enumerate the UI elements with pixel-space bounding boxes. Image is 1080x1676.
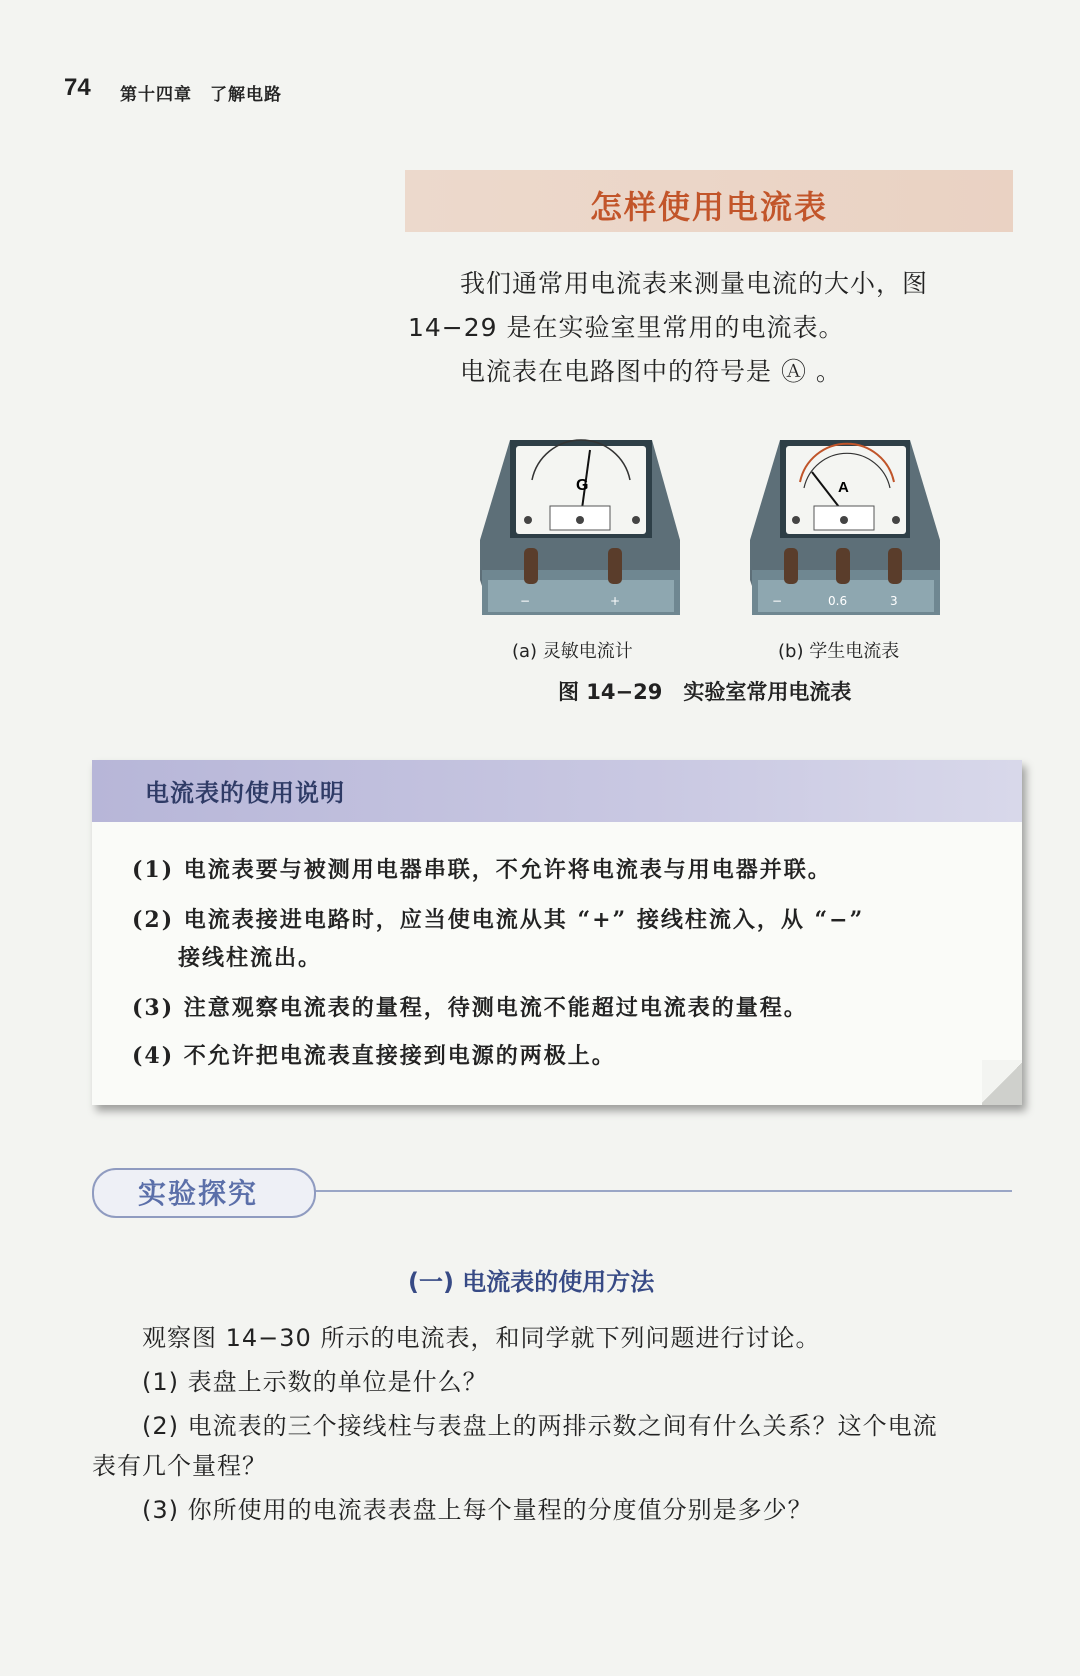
note-item-2-cont: 接线柱流出。 bbox=[178, 945, 323, 971]
galvanometer-illustration bbox=[480, 440, 680, 615]
meter-b-terminal-neg: − bbox=[772, 594, 783, 608]
intro-line-2: 14−29 是在实验室里常用的电流表。 bbox=[408, 313, 845, 342]
explore-line-3: (2) 电流表的三个接线柱与表盘上的两排示数之间有什么关系？这个电流 bbox=[142, 1412, 938, 1440]
intro-line-1: 我们通常用电流表来测量电流的大小，图 bbox=[460, 269, 929, 298]
usage-notes-heading: 电流表的使用说明 bbox=[145, 779, 345, 807]
intro-line-3: 电流表在电路图中的符号是 Ⓐ 。 bbox=[460, 357, 842, 386]
page-curl-decoration bbox=[982, 1060, 1022, 1105]
meter-a-terminal-pos: + bbox=[610, 594, 621, 608]
explore-line-3-cont: 表有几个量程？ bbox=[92, 1452, 267, 1480]
meter-b-terminal-3: 3 bbox=[890, 594, 898, 608]
explore-divider bbox=[312, 1190, 1012, 1192]
note-item-1: (1) 电流表要与被测用电器串联，不允许将电流表与用电器并联。 bbox=[132, 857, 832, 883]
ammeter-illustration bbox=[750, 440, 940, 615]
note-item-4: (4) 不允许把电流表直接接到电源的两极上。 bbox=[132, 1043, 616, 1069]
chapter-title: 第十四章 了解电路 bbox=[120, 85, 282, 105]
meter-a-terminal-neg: − bbox=[520, 594, 531, 608]
meter-a-letter: G bbox=[576, 477, 589, 494]
section-title: 怎样使用电流表 bbox=[589, 188, 828, 226]
explore-line-1: 观察图 14−30 所示的电流表，和同学就下列问题进行讨论。 bbox=[142, 1324, 821, 1352]
meters-figure bbox=[480, 420, 950, 625]
note-item-2: (2) 电流表接进电路时，应当使电流从其 “+” 接线柱流入，从 “−” bbox=[132, 907, 865, 933]
explore-subtitle: (一) 电流表的使用方法 bbox=[408, 1268, 655, 1296]
meter-b-letter: A bbox=[838, 479, 849, 496]
explore-line-2: (1) 表盘上示数的单位是什么？ bbox=[142, 1368, 488, 1396]
figure-caption-b: (b) 学生电流表 bbox=[778, 641, 900, 662]
explore-label: 实验探究 bbox=[138, 1177, 259, 1210]
figure-title: 图 14−29 实验室常用电流表 bbox=[558, 680, 852, 704]
figure-caption-a: (a) 灵敏电流计 bbox=[512, 641, 633, 662]
note-item-3: (3) 注意观察电流表的量程，待测电流不能超过电流表的量程。 bbox=[132, 995, 808, 1021]
explore-line-4: (3) 你所使用的电流表表盘上每个量程的分度值分别是多少？ bbox=[142, 1496, 813, 1524]
meter-b-terminal-06: 0.6 bbox=[828, 594, 848, 608]
page-number: 74 bbox=[64, 74, 91, 101]
